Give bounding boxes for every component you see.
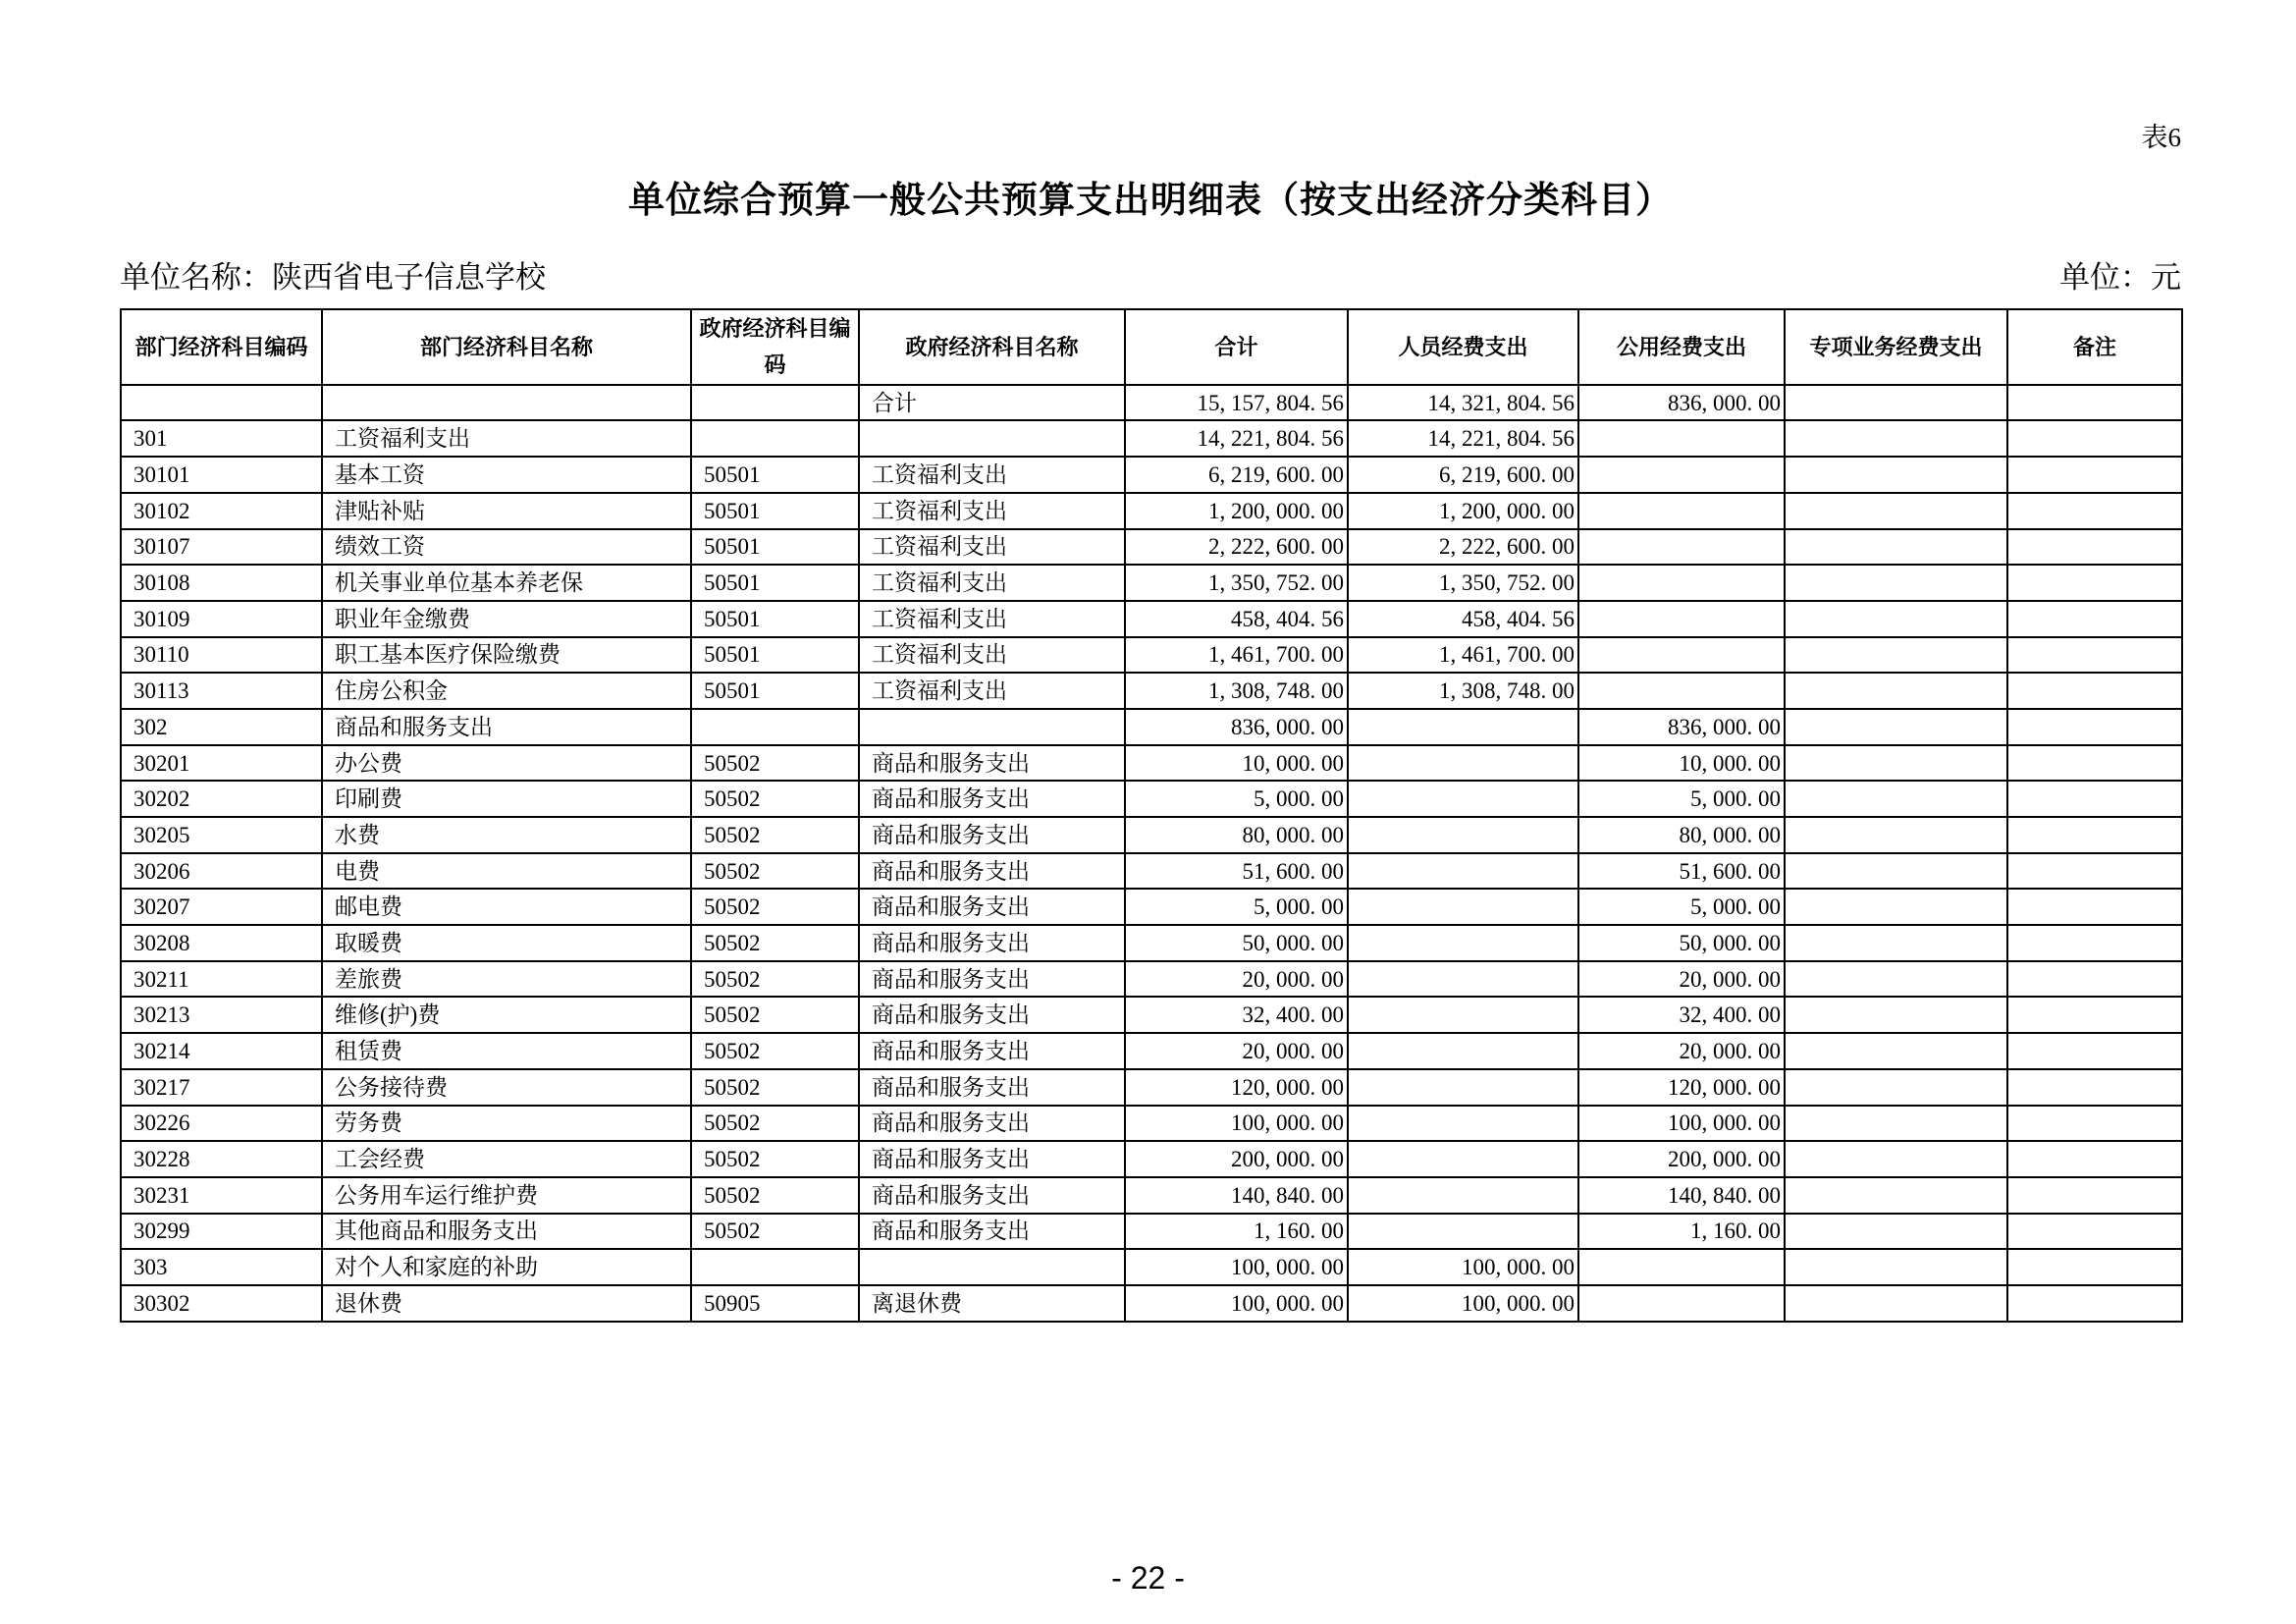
remark-cell — [2007, 493, 2182, 529]
special-exp-cell — [1785, 420, 2007, 457]
column-header-dept-code: 部门经济科目编码 — [121, 309, 322, 385]
total-cell: 5, 000. 00 — [1125, 781, 1348, 817]
gov-name-cell: 离退休费 — [859, 1285, 1125, 1322]
table-row — [121, 1106, 2182, 1142]
total-cell: 6, 219, 600. 00 — [1125, 457, 1348, 493]
dept-code-cell: 303 — [121, 1249, 322, 1285]
remark-cell — [2007, 565, 2182, 601]
gov-code-cell: 50501 — [691, 637, 859, 674]
dept-name-cell: 津贴补贴 — [322, 493, 691, 529]
special-exp-cell — [1785, 493, 2007, 529]
dept-code-cell: 30211 — [121, 961, 322, 998]
gov-name-cell: 商品和服务支出 — [859, 1069, 1125, 1106]
total-cell: 80, 000. 00 — [1125, 817, 1348, 853]
column-header-remark: 备注 — [2007, 309, 2182, 385]
gov-code-cell: 50502 — [691, 1141, 859, 1177]
personnel-exp-cell — [1348, 745, 1578, 782]
table-row — [121, 1214, 2182, 1250]
gov-name-cell: 商品和服务支出 — [859, 1214, 1125, 1250]
table-row — [121, 709, 2182, 745]
special-exp-cell — [1785, 1033, 2007, 1069]
dept-name-cell: 绩效工资 — [322, 529, 691, 566]
gov-name-cell: 商品和服务支出 — [859, 1141, 1125, 1177]
dept-code-cell: 30207 — [121, 889, 322, 925]
gov-name-cell: 工资福利支出 — [859, 637, 1125, 674]
dept-name-cell: 办公费 — [322, 745, 691, 782]
dept-code-cell: 30109 — [121, 601, 322, 637]
personnel-exp-cell: 1, 350, 752. 00 — [1348, 565, 1578, 601]
dept-code-cell: 30107 — [121, 529, 322, 566]
remark-cell — [2007, 889, 2182, 925]
gov-code-cell: 50502 — [691, 1177, 859, 1214]
column-header-dept-name: 部门经济科目名称 — [322, 309, 691, 385]
dept-code-cell: 302 — [121, 709, 322, 745]
public-exp-cell — [1578, 565, 1785, 601]
table-row — [121, 1033, 2182, 1069]
public-exp-cell — [1578, 420, 1785, 457]
total-cell: 15, 157, 804. 56 — [1125, 385, 1348, 421]
total-cell: 50, 000. 00 — [1125, 925, 1348, 961]
special-exp-cell — [1785, 1214, 2007, 1250]
gov-code-cell: 50502 — [691, 853, 859, 890]
total-cell: 5, 000. 00 — [1125, 889, 1348, 925]
total-cell: 100, 000. 00 — [1125, 1285, 1348, 1322]
gov-code-cell: 50501 — [691, 565, 859, 601]
dept-code-cell: 30226 — [121, 1106, 322, 1142]
public-exp-cell: 32, 400. 00 — [1578, 997, 1785, 1033]
public-exp-cell: 200, 000. 00 — [1578, 1141, 1785, 1177]
remark-cell — [2007, 1249, 2182, 1285]
gov-name-cell: 商品和服务支出 — [859, 781, 1125, 817]
total-cell: 1, 308, 748. 00 — [1125, 673, 1348, 709]
dept-code-cell: 30101 — [121, 457, 322, 493]
public-exp-cell: 50, 000. 00 — [1578, 925, 1785, 961]
dept-code-cell: 30110 — [121, 637, 322, 674]
personnel-exp-cell — [1348, 1033, 1578, 1069]
dept-name-cell: 职工基本医疗保险缴费 — [322, 637, 691, 674]
remark-cell — [2007, 1214, 2182, 1250]
personnel-exp-cell — [1348, 889, 1578, 925]
gov-name-cell — [859, 709, 1125, 745]
remark-cell — [2007, 385, 2182, 421]
gov-code-cell: 50502 — [691, 745, 859, 782]
gov-name-cell — [859, 1249, 1125, 1285]
page-title: 单位综合预算一般公共预算支出明细表（按支出经济分类科目） — [628, 180, 1673, 220]
dept-code-cell: 30213 — [121, 997, 322, 1033]
table-row — [121, 889, 2182, 925]
gov-name-cell: 商品和服务支出 — [859, 997, 1125, 1033]
gov-code-cell — [691, 709, 859, 745]
personnel-exp-cell: 100, 000. 00 — [1348, 1285, 1578, 1322]
personnel-exp-cell — [1348, 1106, 1578, 1142]
gov-name-cell: 商品和服务支出 — [859, 745, 1125, 782]
public-exp-cell — [1578, 493, 1785, 529]
table-row — [121, 601, 2182, 637]
dept-code-cell: 30113 — [121, 673, 322, 709]
gov-code-cell: 50501 — [691, 673, 859, 709]
total-cell: 458, 404. 56 — [1125, 601, 1348, 637]
gov-name-cell: 商品和服务支出 — [859, 1106, 1125, 1142]
dept-code-cell: 30102 — [121, 493, 322, 529]
gov-code-cell: 50502 — [691, 1214, 859, 1250]
dept-name-cell: 维修(护)费 — [322, 997, 691, 1033]
personnel-exp-cell: 458, 404. 56 — [1348, 601, 1578, 637]
gov-code-cell: 50502 — [691, 817, 859, 853]
budget-expenditure-table — [120, 308, 2183, 1323]
gov-code-cell — [691, 420, 859, 457]
personnel-exp-cell: 1, 308, 748. 00 — [1348, 673, 1578, 709]
personnel-exp-cell: 1, 200, 000. 00 — [1348, 493, 1578, 529]
dept-code-cell: 30201 — [121, 745, 322, 782]
special-exp-cell — [1785, 745, 2007, 782]
column-header-total: 合计 — [1125, 309, 1348, 385]
total-cell: 1, 461, 700. 00 — [1125, 637, 1348, 674]
table-row — [121, 420, 2182, 457]
dept-code-cell — [121, 385, 322, 421]
table-row — [121, 1069, 2182, 1106]
gov-code-cell: 50501 — [691, 457, 859, 493]
gov-code-cell: 50502 — [691, 997, 859, 1033]
gov-name-cell: 商品和服务支出 — [859, 853, 1125, 890]
dept-code-cell: 30214 — [121, 1033, 322, 1069]
remark-cell — [2007, 1177, 2182, 1214]
gov-name-cell: 商品和服务支出 — [859, 1033, 1125, 1069]
personnel-exp-cell: 1, 461, 700. 00 — [1348, 637, 1578, 674]
gov-code-cell: 50502 — [691, 1106, 859, 1142]
remark-cell — [2007, 781, 2182, 817]
public-exp-cell: 20, 000. 00 — [1578, 961, 1785, 998]
public-exp-cell: 120, 000. 00 — [1578, 1069, 1785, 1106]
table-row — [121, 565, 2182, 601]
public-exp-cell: 100, 000. 00 — [1578, 1106, 1785, 1142]
public-exp-cell: 51, 600. 00 — [1578, 853, 1785, 890]
gov-code-cell: 50502 — [691, 1033, 859, 1069]
gov-name-cell: 工资福利支出 — [859, 457, 1125, 493]
column-header-special-exp: 专项业务经费支出 — [1785, 309, 2007, 385]
special-exp-cell — [1785, 709, 2007, 745]
special-exp-cell — [1785, 1106, 2007, 1142]
dept-name-cell: 工资福利支出 — [322, 420, 691, 457]
remark-cell — [2007, 457, 2182, 493]
meta-row — [120, 252, 2181, 297]
gov-name-cell: 商品和服务支出 — [859, 889, 1125, 925]
dept-code-cell: 30299 — [121, 1214, 322, 1250]
special-exp-cell — [1785, 817, 2007, 853]
special-exp-cell — [1785, 1141, 2007, 1177]
public-exp-cell: 5, 000. 00 — [1578, 889, 1785, 925]
table-row — [121, 1141, 2182, 1177]
table-row — [121, 781, 2182, 817]
total-cell: 140, 840. 00 — [1125, 1177, 1348, 1214]
public-exp-cell: 5, 000. 00 — [1578, 781, 1785, 817]
remark-cell — [2007, 673, 2182, 709]
table-row — [121, 853, 2182, 890]
gov-name-cell: 工资福利支出 — [859, 673, 1125, 709]
gov-name-cell: 商品和服务支出 — [859, 925, 1125, 961]
gov-name-cell: 商品和服务支出 — [859, 1177, 1125, 1214]
total-cell: 20, 000. 00 — [1125, 1033, 1348, 1069]
gov-name-cell: 商品和服务支出 — [859, 961, 1125, 998]
special-exp-cell — [1785, 637, 2007, 674]
column-header-personnel-exp: 人员经费支出 — [1348, 309, 1578, 385]
table-row — [121, 997, 2182, 1033]
table-row — [121, 637, 2182, 674]
table-row — [121, 745, 2182, 782]
special-exp-cell — [1785, 925, 2007, 961]
remark-cell — [2007, 1033, 2182, 1069]
remark-cell — [2007, 853, 2182, 890]
personnel-exp-cell: 14, 221, 804. 56 — [1348, 420, 1578, 457]
total-cell: 836, 000. 00 — [1125, 709, 1348, 745]
special-exp-cell — [1785, 997, 2007, 1033]
dept-name-cell: 印刷费 — [322, 781, 691, 817]
gov-code-cell: 50502 — [691, 925, 859, 961]
personnel-exp-cell — [1348, 1069, 1578, 1106]
remark-cell — [2007, 961, 2182, 998]
personnel-exp-cell — [1348, 781, 1578, 817]
dept-code-cell: 30206 — [121, 853, 322, 890]
table-row — [121, 817, 2182, 853]
dept-code-cell: 30302 — [121, 1285, 322, 1322]
special-exp-cell — [1785, 781, 2007, 817]
dept-code-cell: 30202 — [121, 781, 322, 817]
personnel-exp-cell — [1348, 709, 1578, 745]
total-cell: 10, 000. 00 — [1125, 745, 1348, 782]
page-number: - 22 - — [1111, 1560, 1185, 1596]
public-exp-cell: 80, 000. 00 — [1578, 817, 1785, 853]
dept-name-cell: 住房公积金 — [322, 673, 691, 709]
table-row — [121, 1285, 2182, 1322]
column-header-public-exp: 公用经费支出 — [1578, 309, 1785, 385]
table-row — [121, 1249, 2182, 1285]
public-exp-cell — [1578, 457, 1785, 493]
dept-code-cell: 301 — [121, 420, 322, 457]
dept-name-cell: 取暖费 — [322, 925, 691, 961]
special-exp-cell — [1785, 1177, 2007, 1214]
dept-code-cell: 30208 — [121, 925, 322, 961]
personnel-exp-cell: 100, 000. 00 — [1348, 1249, 1578, 1285]
table-row — [121, 673, 2182, 709]
gov-code-cell: 50502 — [691, 889, 859, 925]
column-header-gov-code: 政府经济科目编码 — [691, 309, 859, 385]
personnel-exp-cell — [1348, 1141, 1578, 1177]
dept-name-cell: 退休费 — [322, 1285, 691, 1322]
dept-name-cell: 其他商品和服务支出 — [322, 1214, 691, 1250]
dept-name-cell: 公务用车运行维护费 — [322, 1177, 691, 1214]
total-cell: 2, 222, 600. 00 — [1125, 529, 1348, 566]
remark-cell — [2007, 925, 2182, 961]
dept-name-cell: 商品和服务支出 — [322, 709, 691, 745]
dept-name-cell: 职业年金缴费 — [322, 601, 691, 637]
personnel-exp-cell: 2, 222, 600. 00 — [1348, 529, 1578, 566]
table-row — [121, 529, 2182, 566]
dept-code-cell: 30231 — [121, 1177, 322, 1214]
unit-name-label: 单位名称：陕西省电子信息学校 — [120, 260, 546, 295]
dept-name-cell: 电费 — [322, 853, 691, 890]
special-exp-cell — [1785, 673, 2007, 709]
remark-cell — [2007, 529, 2182, 566]
unit-of-measure-label: 单位：元 — [2059, 260, 2181, 295]
public-exp-cell — [1578, 1285, 1785, 1322]
total-cell: 200, 000. 00 — [1125, 1141, 1348, 1177]
dept-code-cell: 30228 — [121, 1141, 322, 1177]
public-exp-cell — [1578, 673, 1785, 709]
gov-name-cell: 工资福利支出 — [859, 529, 1125, 566]
dept-name-cell: 机关事业单位基本养老保 — [322, 565, 691, 601]
total-cell: 100, 000. 00 — [1125, 1249, 1348, 1285]
gov-code-cell: 50502 — [691, 781, 859, 817]
public-exp-cell: 20, 000. 00 — [1578, 1033, 1785, 1069]
table-header-row — [121, 309, 2182, 385]
remark-cell — [2007, 817, 2182, 853]
total-cell: 120, 000. 00 — [1125, 1069, 1348, 1106]
remark-cell — [2007, 420, 2182, 457]
public-exp-cell: 140, 840. 00 — [1578, 1177, 1785, 1214]
column-header-gov-name: 政府经济科目名称 — [859, 309, 1125, 385]
public-exp-cell — [1578, 601, 1785, 637]
special-exp-cell — [1785, 1285, 2007, 1322]
public-exp-cell — [1578, 637, 1785, 674]
gov-code-cell — [691, 385, 859, 421]
gov-name-cell — [859, 420, 1125, 457]
table-row — [121, 457, 2182, 493]
dept-name-cell: 租赁费 — [322, 1033, 691, 1069]
personnel-exp-cell: 6, 219, 600. 00 — [1348, 457, 1578, 493]
remark-cell — [2007, 997, 2182, 1033]
personnel-exp-cell — [1348, 925, 1578, 961]
special-exp-cell — [1785, 1249, 2007, 1285]
table-body — [121, 385, 2182, 1322]
remark-cell — [2007, 637, 2182, 674]
public-exp-cell: 836, 000. 00 — [1578, 709, 1785, 745]
gov-code-cell — [691, 1249, 859, 1285]
total-cell: 32, 400. 00 — [1125, 997, 1348, 1033]
remark-cell — [2007, 709, 2182, 745]
dept-name-cell: 差旅费 — [322, 961, 691, 998]
remark-cell — [2007, 1285, 2182, 1322]
total-cell: 1, 200, 000. 00 — [1125, 493, 1348, 529]
gov-code-cell: 50501 — [691, 529, 859, 566]
table-row — [121, 493, 2182, 529]
gov-name-cell: 商品和服务支出 — [859, 817, 1125, 853]
public-exp-cell: 1, 160. 00 — [1578, 1214, 1785, 1250]
public-exp-cell — [1578, 529, 1785, 566]
special-exp-cell — [1785, 385, 2007, 421]
remark-cell — [2007, 601, 2182, 637]
personnel-exp-cell — [1348, 1214, 1578, 1250]
dept-code-cell: 30108 — [121, 565, 322, 601]
personnel-exp-cell — [1348, 961, 1578, 998]
remark-cell — [2007, 1141, 2182, 1177]
remark-cell — [2007, 1106, 2182, 1142]
special-exp-cell — [1785, 457, 2007, 493]
dept-name-cell: 对个人和家庭的补助 — [322, 1249, 691, 1285]
remark-cell — [2007, 745, 2182, 782]
public-exp-cell — [1578, 1249, 1785, 1285]
table-number-label: 表6 — [2141, 123, 2181, 152]
gov-code-cell: 50502 — [691, 961, 859, 998]
special-exp-cell — [1785, 853, 2007, 890]
gov-code-cell: 50905 — [691, 1285, 859, 1322]
dept-name-cell — [322, 385, 691, 421]
gov-name-cell: 合计 — [859, 385, 1125, 421]
gov-name-cell: 工资福利支出 — [859, 565, 1125, 601]
gov-name-cell: 工资福利支出 — [859, 493, 1125, 529]
total-cell: 100, 000. 00 — [1125, 1106, 1348, 1142]
special-exp-cell — [1785, 889, 2007, 925]
dept-name-cell: 劳务费 — [322, 1106, 691, 1142]
gov-code-cell: 50501 — [691, 601, 859, 637]
personnel-exp-cell — [1348, 1177, 1578, 1214]
dept-name-cell: 公务接待费 — [322, 1069, 691, 1106]
gov-name-cell: 工资福利支出 — [859, 601, 1125, 637]
table-row — [121, 925, 2182, 961]
personnel-exp-cell — [1348, 817, 1578, 853]
public-exp-cell: 10, 000. 00 — [1578, 745, 1785, 782]
remark-cell — [2007, 1069, 2182, 1106]
personnel-exp-cell — [1348, 853, 1578, 890]
dept-name-cell: 水费 — [322, 817, 691, 853]
dept-code-cell: 30205 — [121, 817, 322, 853]
special-exp-cell — [1785, 601, 2007, 637]
personnel-exp-cell — [1348, 997, 1578, 1033]
special-exp-cell — [1785, 565, 2007, 601]
table-row — [121, 961, 2182, 998]
gov-code-cell: 50501 — [691, 493, 859, 529]
total-cell: 51, 600. 00 — [1125, 853, 1348, 890]
personnel-exp-cell: 14, 321, 804. 56 — [1348, 385, 1578, 421]
special-exp-cell — [1785, 529, 2007, 566]
gov-code-cell: 50502 — [691, 1069, 859, 1106]
table-row — [121, 1177, 2182, 1214]
dept-name-cell: 邮电费 — [322, 889, 691, 925]
dept-name-cell: 工会经费 — [322, 1141, 691, 1177]
total-cell: 14, 221, 804. 56 — [1125, 420, 1348, 457]
public-exp-cell: 836, 000. 00 — [1578, 385, 1785, 421]
special-exp-cell — [1785, 1069, 2007, 1106]
dept-name-cell: 基本工资 — [322, 457, 691, 493]
total-cell: 1, 160. 00 — [1125, 1214, 1348, 1250]
total-cell: 1, 350, 752. 00 — [1125, 565, 1348, 601]
special-exp-cell — [1785, 961, 2007, 998]
dept-code-cell: 30217 — [121, 1069, 322, 1106]
total-cell: 20, 000. 00 — [1125, 961, 1348, 998]
table-row — [121, 385, 2182, 421]
